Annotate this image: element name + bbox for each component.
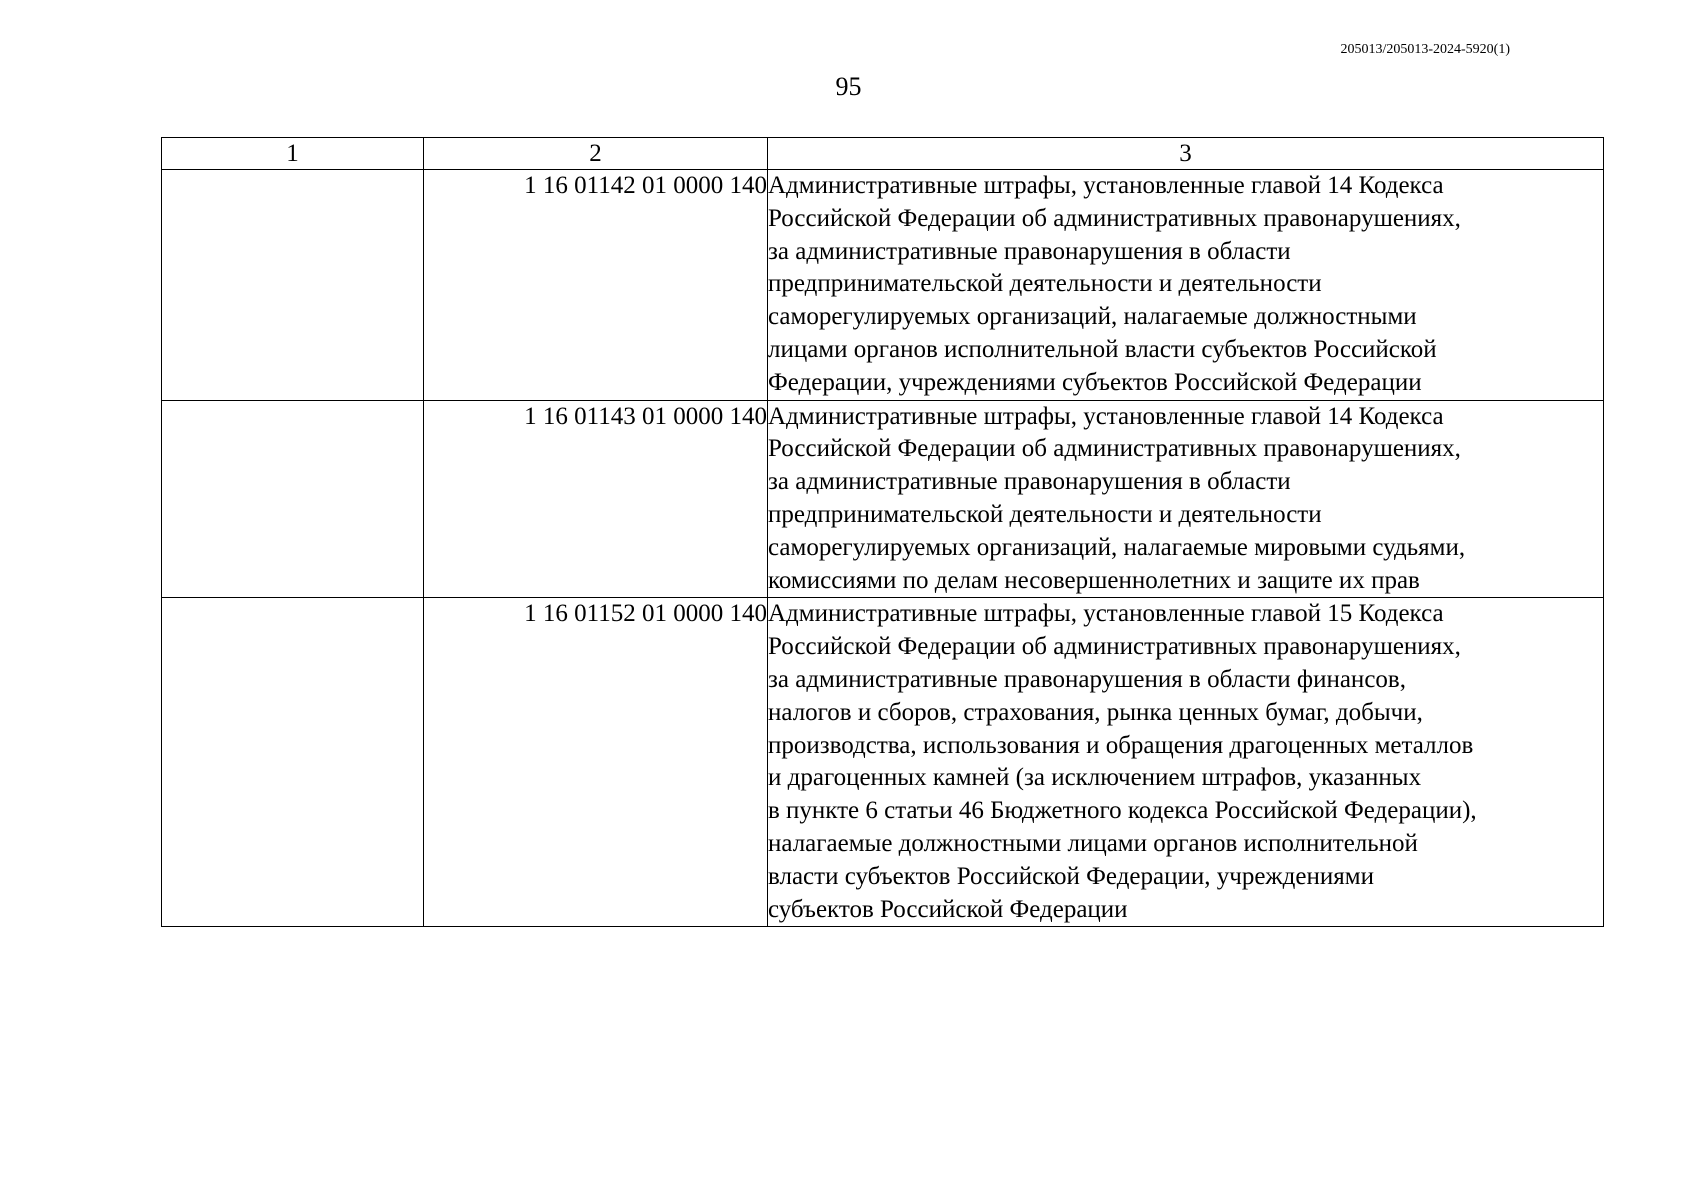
description-line: Административные штрафы, установленные главой 15 Кодекса bbox=[768, 600, 1444, 628]
row-number-cell bbox=[162, 400, 424, 598]
description-line: производства, использования и обращения драгоценных металлов bbox=[768, 731, 1474, 759]
table-row bbox=[162, 170, 1604, 401]
description-line: саморегулируемых организаций, налагаемые должностными bbox=[768, 303, 1417, 331]
row-number-cell bbox=[162, 598, 424, 927]
description-line: налогов и сборов, страхования, рынка ценных бумаг, добычи, bbox=[768, 698, 1423, 726]
description-line: предпринимательской деятельности и деятельности bbox=[768, 500, 1322, 528]
description-line: Российской Федерации об административных правонарушениях, bbox=[768, 435, 1461, 463]
table-header bbox=[162, 138, 1604, 170]
description-line: Административные штрафы, установленные главой 14 Кодекса bbox=[768, 402, 1444, 430]
classification-table bbox=[161, 137, 1604, 927]
description-line: субъектов Российской Федерации bbox=[768, 895, 1128, 923]
table-row bbox=[162, 400, 1604, 598]
budget-code-cell: 1 16 01142 01 0000 140 bbox=[424, 170, 768, 401]
description-line: налагаемые должностными лицами органов исполнительной bbox=[768, 829, 1418, 857]
description-line: и драгоценных камней (за исключением штрафов, указанных bbox=[768, 764, 1422, 792]
page-number: 95 bbox=[835, 72, 862, 101]
column-header-3: 3 bbox=[768, 138, 1604, 170]
description-line: за административные правонарушения в области bbox=[768, 468, 1291, 496]
description-cell bbox=[768, 170, 1604, 401]
description-line: саморегулируемых организаций, налагаемые мировыми судьями, bbox=[768, 533, 1466, 561]
budget-code-cell: 1 16 01143 01 0000 140 bbox=[424, 400, 768, 598]
description-cell bbox=[768, 400, 1604, 598]
budget-code-cell: 1 16 01152 01 0000 140 bbox=[424, 598, 768, 927]
description-line: в пункте 6 статьи 46 Бюджетного кодекса Российской Федерации), bbox=[768, 797, 1477, 825]
description-line: за административные правонарушения в области финансов, bbox=[768, 665, 1406, 693]
description-line: Административные штрафы, установленные главой 14 Кодекса bbox=[768, 172, 1444, 199]
description-line: лицами органов исполнительной власти субъектов Российской bbox=[768, 335, 1437, 363]
description-line: Российской Федерации об административных правонарушениях, bbox=[768, 633, 1461, 661]
description-line: власти субъектов Российской Федерации, учреждениями bbox=[768, 862, 1374, 890]
column-header-2: 2 bbox=[424, 138, 768, 170]
table-row bbox=[162, 598, 1604, 927]
column-header-1: 1 bbox=[162, 138, 424, 170]
description-line: Федерации, учреждениями субъектов Российской Федерации bbox=[768, 368, 1422, 396]
table-body bbox=[162, 170, 1604, 927]
row-number-cell bbox=[162, 170, 424, 401]
description-line: комиссиями по делам несовершеннолетних и защите их прав bbox=[768, 566, 1420, 594]
description-cell bbox=[768, 598, 1604, 927]
table-header-row bbox=[162, 138, 1604, 170]
description-line: предпринимательской деятельности и деятельности bbox=[768, 270, 1322, 298]
document-id: 205013/205013-2024-5920(1) bbox=[1340, 42, 1510, 57]
description-line: Российской Федерации об административных правонарушениях, bbox=[768, 204, 1461, 232]
description-line: за административные правонарушения в области bbox=[768, 237, 1291, 265]
